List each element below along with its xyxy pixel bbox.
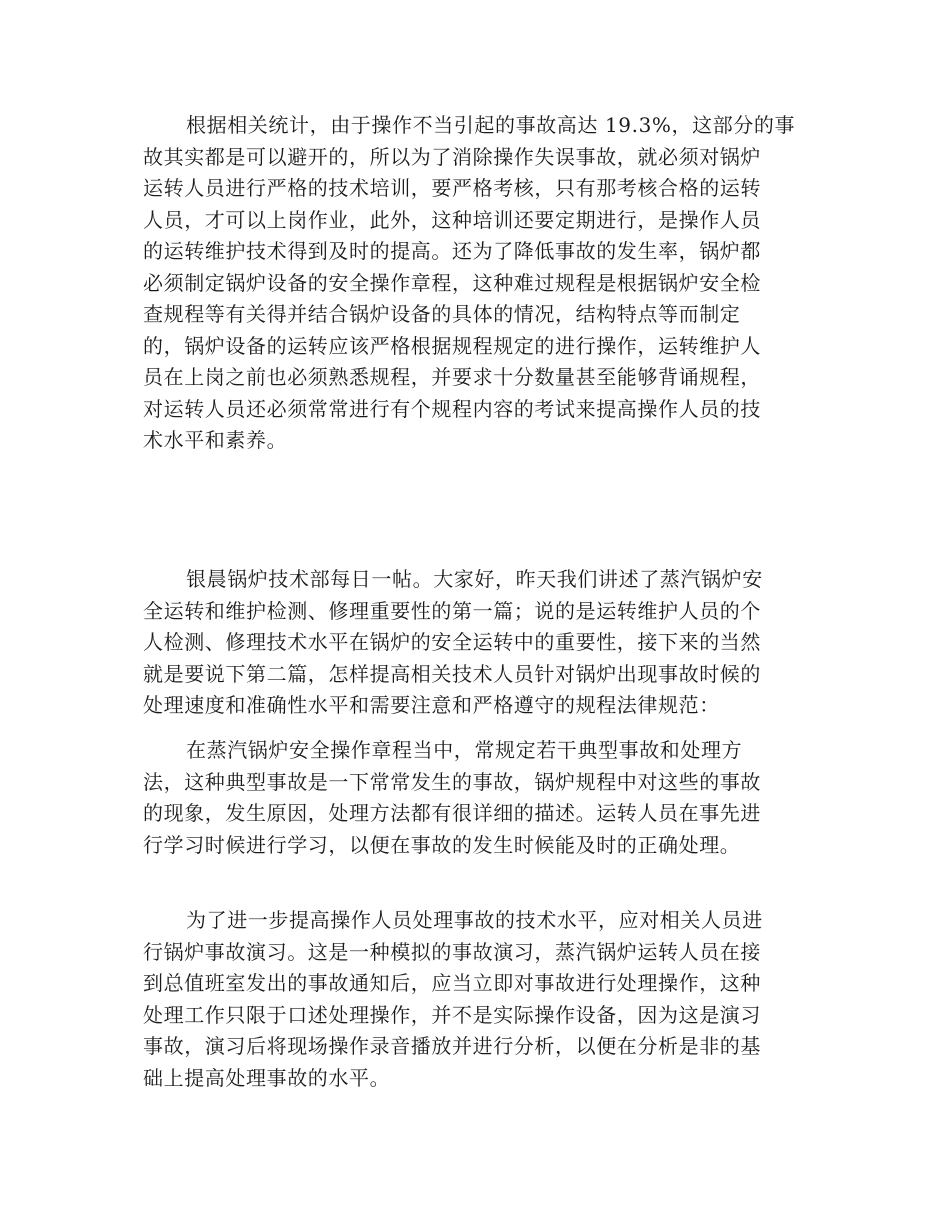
text-line: 在蒸汽锅炉安全操作章程当中，常规定若干典型事故和处理方 bbox=[186, 738, 743, 762]
text-line: 事故，演习后将现场操作录音播放并进行分析，以便在分析是非的基 bbox=[143, 1034, 761, 1058]
text-line: 法，这种典型事故是一下常常发生的事故，锅炉规程中对这些的事故 bbox=[143, 769, 761, 794]
text-line: 员在上岗之前也必须熟悉规程，并要求十分数量甚至能够背诵规程， bbox=[143, 365, 761, 389]
text-line: 运转人员进行严格的技术培训，要严格考核，只有那考核合格的运转 bbox=[143, 176, 761, 200]
text-line: 处理速度和准确性水平和需要注意和严格遵守的规程法律规范： bbox=[143, 693, 720, 717]
text-line: 为了进一步提高操作人员处理事故的技术水平，应对相关人员进 bbox=[186, 908, 763, 932]
paragraph-2 bbox=[143, 564, 815, 722]
text-line: 处理工作只限于口述处理操作，并不是实际操作设备，因为这是演习 bbox=[143, 1002, 761, 1027]
text-line: 查规程等有关得并结合锅炉设备的具体的情况，结构特点等而制定 bbox=[143, 302, 741, 326]
paragraph-4 bbox=[143, 905, 815, 1094]
text-line: 就是要说下第二篇，怎样提高相关技术人员针对锅炉出现事故时候的 bbox=[143, 661, 761, 686]
text-line: 全运转和维护检测、修理重要性的第一篇；说的是运转维护人员的个 bbox=[143, 598, 761, 623]
text-line: 银晨锅炉技术部每日一帖。大家好，昨天我们讲述了蒸汽锅炉安 bbox=[186, 567, 763, 591]
text-line: 根据相关统计，由于操作不当引起的事故高达 19.3%，这部分的事 bbox=[186, 113, 796, 137]
text-line: 的现象，发生原因，处理方法都有很详细的描述。运转人员在事先进 bbox=[143, 801, 761, 825]
text-line: 故其实都是可以避开的，所以为了消除操作失误事故，就必须对锅炉 bbox=[143, 144, 761, 169]
text-line: 术水平和素养。 bbox=[143, 428, 288, 452]
paragraph-1 bbox=[143, 110, 815, 457]
text-line: 到总值班室发出的事故通知后，应当立即对事故进行处理操作，这种 bbox=[143, 971, 761, 995]
text-line: 人检测、修理技术水平在锅炉的安全运转中的重要性，接下来的当然 bbox=[143, 630, 761, 654]
text-line: 的运转维护技术得到及时的提高。还为了降低事故的发生率，锅炉都 bbox=[143, 239, 761, 263]
text-line: 行锅炉事故演习。这是一种模拟的事故演习，蒸汽锅炉运转人员在接 bbox=[143, 939, 761, 964]
text-line: 础上提高处理事故的水平。 bbox=[143, 1065, 391, 1090]
text-line: 对运转人员还必须常常进行有个规程内容的考试来提高操作人员的技 bbox=[143, 396, 761, 421]
text-line: 人员，才可以上岗作业，此外，这种培训还要定期进行，是操作人员 bbox=[143, 207, 761, 232]
text-line: 的，锅炉设备的运转应该严格根据规程规定的进行操作，运转维护人 bbox=[143, 333, 761, 358]
text-line: 必须制定锅炉设备的安全操作章程，这种难过规程是根据锅炉安全检 bbox=[143, 270, 761, 295]
paragraph-3 bbox=[143, 735, 815, 861]
text-line: 行学习时候进行学习，以便在事故的发生时候能及时的正确处理。 bbox=[143, 832, 741, 857]
